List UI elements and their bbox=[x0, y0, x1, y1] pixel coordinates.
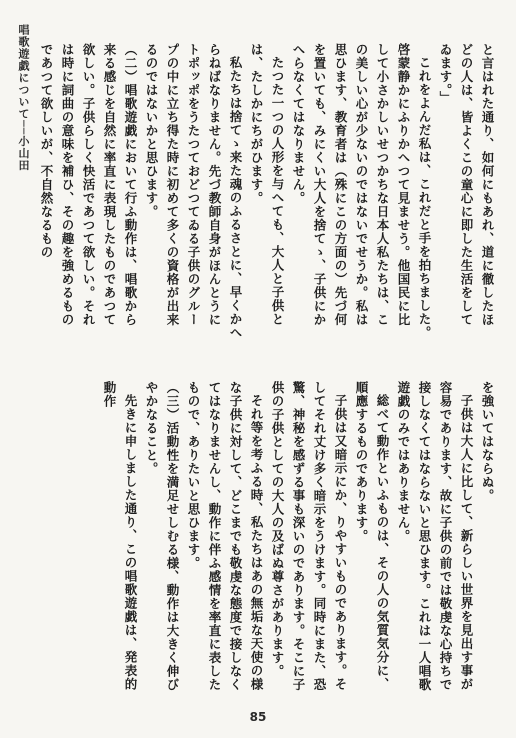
paragraph: 総べて動作といふものは、その人の気質気分に、順應するものであります。 bbox=[354, 381, 390, 691]
paragraph: 子供は又暗示にか、りやすいものであります。そしてそれ丈け多く暗示をうけます。同時にまた、恐驚、神秘を感ずる事も深いのであります。そこに子供の子供としての大人の及ばぬ尊さがあります。 bbox=[270, 381, 348, 692]
text-column-top bbox=[3, 43, 498, 339]
paragraph: 子供は大人に比して、新らしい世界を見出す事が容易であります、故に子供の前では敬虔な心持ちで接しなくてはならないと思ひます。これは一人唱歌遊戯のみではありません。 bbox=[396, 381, 474, 692]
paragraph: たつた一つの人形を与へても、大人と子供とは、たしかにちがひます。 bbox=[249, 43, 285, 326]
text-column-bottom bbox=[3, 381, 498, 701]
paragraph: と言はれた通り、如何にもあれ、道に徹したほどの人は、皆よくこの童心に即した生活をしてゐます。」 bbox=[438, 43, 495, 327]
paragraph: （二）唱歌遊戯において行ふ動作は、唱歌から来る感じを自然に率直に表現したものであつて欲しい。子供らしく快活であつて欲しい。それは時に詞曲の意味を補ひ、その趣を強めるものであつて欲しいが、不自然なるもの bbox=[39, 43, 138, 327]
paragraph: これをよんだ私は、これだと手を拍ちました。啓蒙静かにふりかへつて見ませう。他国民に比して小さかしいせつかちな日本人私たちは、この美しい心が少ないのではないでせうか。私は思ひます、教育者は（殊にこの方面の）先づ何を置いても、みにくい大人を捨てゝ、子供にかへらなくてはなりません。 bbox=[291, 43, 432, 339]
page-number: 85 bbox=[249, 710, 267, 724]
paragraph: 私たちは捨てゝ来た魂のふるさとに、早くかへらねばなりません。先づ教師自身がほんとうにトポッポをうたつておどつてゐる子供のグループの中に立ち得た時に初めて多くの資格が出来るのではないかと思ひます。 bbox=[144, 43, 243, 339]
paragraph: を強いてはならぬ。 bbox=[480, 381, 495, 503]
paragraph: （三）活動性を満足せしむる様、動作は大きく伸びやかなること。 bbox=[144, 381, 180, 692]
paragraph: 先きに申しました通り、この唱歌遊戯は、発表的動作 bbox=[102, 381, 138, 691]
running-header: 唱歌遊戯について──小山田 bbox=[17, 24, 30, 172]
paragraph: それ等を考ふる時、私たちはあの無垢な天使の様な子供に対して、どこまでも敬虔な態度で接しなくてはなりませんし、動作に伴ふ感情を率直に表したもので、ありたいと思ひます。 bbox=[186, 381, 264, 692]
